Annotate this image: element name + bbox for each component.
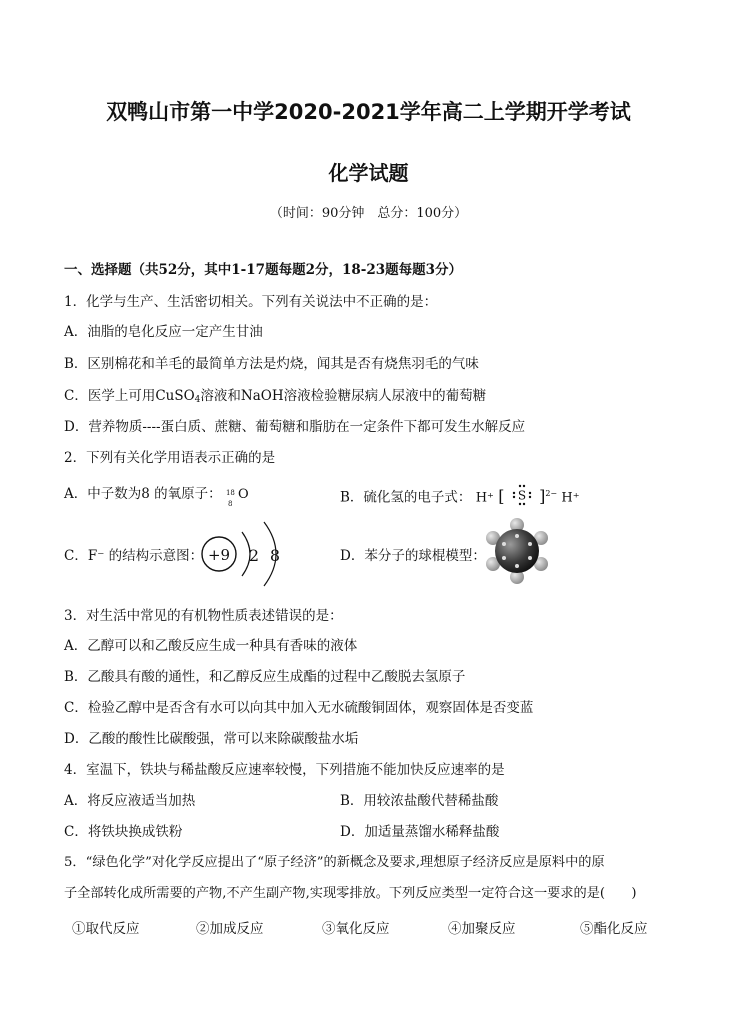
q4-option-c: C．将铁块换成铁粉 — [64, 824, 183, 840]
h-ion-left: H⁺ — [475, 490, 494, 506]
q1-option-c-sub: 4 — [194, 395, 201, 405]
q1-stem: 1．化学与生产、生活密切相关。下列有关说法中不正确的是： — [64, 294, 438, 310]
q5-option-5: ⑤酯化反应 — [580, 921, 648, 937]
q4-stem: 4．室温下，铁块与稀盐酸反应速率较慢，下列措施不能加快反应速率的是 — [64, 762, 505, 778]
q2-option-a — [64, 484, 254, 508]
q1-option-b: B．区别棉花和羊毛的最简单方法是灼烧，闻其是否有烧焦羽毛的气味 — [64, 356, 479, 372]
q2-option-d-label: D．苯分子的球棍模型： — [340, 548, 486, 564]
atomic-number: 8 — [227, 499, 233, 508]
q3-option-d: D．乙酸的酸性比碳酸强，常可以来除碳酸盐水垢 — [64, 731, 359, 747]
q2-option-a-label: A．中子数为8 的氧原子： — [64, 486, 222, 502]
q4-option-a: A．将反应液适当加热 — [64, 793, 196, 809]
q2-option-b: B．硫化氢的电子式： H⁺ [ S ]$^{2-}$ H⁺ — [340, 484, 580, 512]
oxygen-symbol: O — [237, 486, 249, 502]
q5-stem-line1: 5．“绿色化学”对化学反应提出了“原子经济”的新概念及要求,理想原子经济反应是原料中的原 — [64, 855, 605, 870]
q2-stem: 2．下列有关化学用语表示正确的是 — [64, 450, 276, 466]
q3-stem: 3．对生活中常见的有机物性质表述错误的是： — [64, 608, 343, 624]
fluoride-structure-diagram — [196, 516, 296, 588]
oxygen-isotope-notation — [225, 485, 254, 508]
q5-option-2: ②加成反应 — [196, 921, 264, 937]
q3-option-c: C．检验乙醇中是否含有水可以向其中加入无水硫酸铜固体，观察固体是否变蓝 — [64, 700, 534, 716]
nucleus-charge: +9 — [207, 546, 231, 564]
q5-option-1: ①取代反应 — [72, 921, 140, 937]
q3-option-b: B．乙酸具有酸的通性，和乙醇反应生成酯的过程中乙酸脱去氢原子 — [64, 669, 466, 685]
q1-option-c — [64, 386, 486, 410]
sulfide-charge: 2− — [545, 489, 558, 498]
q5-option-4: ④加聚反应 — [448, 921, 516, 937]
sulfur-electron-dots — [509, 484, 535, 512]
q1-option-c-post: 溶液和NaOH溶液检验糖尿病人尿液中的葡萄糖 — [200, 388, 487, 404]
q2-option-c-label: C．F⁻ 的结构示意图： — [64, 548, 204, 564]
h-ion-right: H⁺ — [561, 490, 580, 506]
q5-option-3: ③氧化反应 — [322, 921, 390, 937]
q3-option-a: A．乙醇可以和乙酸反应生成一种具有香味的液体 — [64, 638, 358, 654]
q1-option-c-pre: C．医学上可用CuSO — [64, 388, 195, 404]
q4-option-b: B．用较浓盐酸代替稀盐酸 — [340, 793, 499, 809]
q1-option-d: D．营养物质----蛋白质、蔗糖、葡萄糖和脂肪在一定条件下都可发生水解反应 — [64, 419, 526, 435]
q4-option-d: D．加适量蒸馏水稀释盐酸 — [340, 824, 500, 840]
subject-title: 化学试题 — [328, 161, 409, 185]
exam-info: （时间：90分钟 总分：100分） — [269, 206, 468, 221]
q2-option-b-label: B．硫化氢的电子式： — [340, 489, 472, 506]
shell-1-electrons: 2 — [248, 546, 260, 565]
sulfur-symbol: S — [517, 488, 526, 503]
q1-option-a: A．油脂的皂化反应一定产生甘油 — [64, 324, 263, 340]
q5-stem-line2: 子全部转化成所需要的产物,不产生副产物,实现零排放。下列反应类型一定符合这一要求的是( ) — [64, 886, 637, 901]
shell-2-electrons: 8 — [269, 546, 281, 565]
exam-title: 双鸭山市第一中学2020-2021学年高二上学期开学考试 — [106, 100, 631, 124]
section-heading: 一、选择题（共52分，其中1-17题每题2分，18-23题每题3分） — [64, 262, 463, 278]
benzene-ball-stick-model — [484, 518, 550, 584]
mass-number: 18 — [225, 488, 235, 497]
